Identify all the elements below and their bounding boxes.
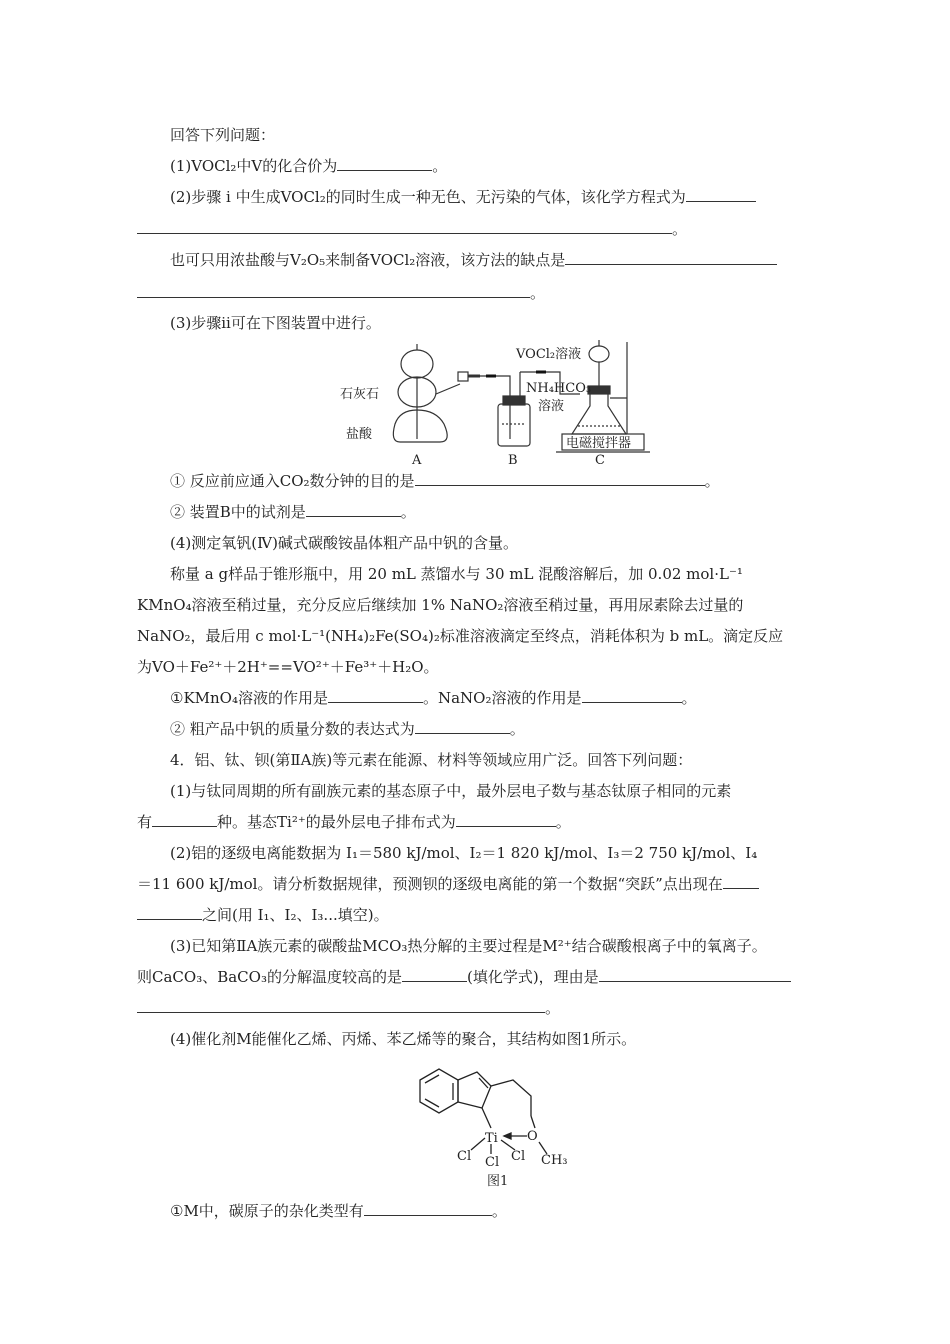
label-stirrer: 电磁搅拌器: [566, 436, 632, 451]
answer-blank[interactable]: [152, 812, 217, 827]
problem-4-2-cont2: 之间(用 I₁、I₂、I₃...填空)。: [137, 904, 817, 926]
question-2: (2)步骤 i 中生成VOCl₂的同时生成一种无色、无污染的气体，该化学方程式为: [170, 186, 850, 208]
atom-o: O: [527, 1129, 538, 1144]
label-c: C: [595, 453, 605, 468]
problem-4-2-cont: ＝11 600 kJ/mol。请分析数据规律，预测钡的逐级电离能的第一个数据“突跃”点出现在: [137, 873, 817, 895]
question-4-text-3: NaNO₂，最后用 c mol·L⁻¹(NH₄)₂Fe(SO₄)₂标准溶液滴定至终点，消耗体积为 b mL。滴定反应: [137, 627, 784, 645]
atom-ti: Ti: [485, 1131, 498, 1146]
answer-blank[interactable]: [337, 156, 432, 171]
answer-blank[interactable]: [364, 1201, 492, 1216]
label-nh4hco3: NH₄HCO₃: [526, 381, 592, 396]
answer-blank[interactable]: [723, 874, 759, 889]
problem-4-3-cont: 则CaCO₃、BaCO₃的分解温度较高的是 (填化学式)，理由是: [137, 966, 817, 988]
wash-bottle-b: [498, 404, 530, 446]
answer-blank[interactable]: [137, 283, 530, 298]
problem-4-4: (4)催化剂M能催化乙烯、丙烯、苯乙烯等的聚合，其结构如图1所示。: [170, 1030, 637, 1048]
problem-4: 4．铝、钛、钡(第ⅡA族)等元素在能源、材料等领域应用广泛。回答下列问题：: [170, 751, 693, 769]
stopcock: [458, 372, 468, 381]
question-3-2: ② 装置B中的试剂是 。: [170, 503, 416, 521]
question-4-text-2: KMnO₄溶液至稍过量，充分反应后继续加 1% NaNO₂溶液至稍过量，再用尿素除去过量的: [137, 596, 744, 614]
question-3: (3)步骤ii可在下图装置中进行。: [170, 314, 381, 332]
answer-blank[interactable]: [599, 967, 791, 982]
intro-line: 回答下列问题：: [170, 126, 276, 144]
question-4-text-4: 为VO＋Fe²⁺＋2H⁺==VO²⁺＋Fe³⁺＋H₂O。: [137, 658, 439, 676]
answer-blank[interactable]: [328, 688, 423, 703]
problem-4-3-cont2: 。: [137, 997, 817, 1019]
atom-cl-left: Cl: [457, 1149, 472, 1164]
structure-figure-1: [405, 1058, 585, 1188]
label-a: A: [412, 453, 422, 468]
label-vocl2: VOCl₂溶液: [516, 347, 582, 362]
question-2-cont: 。: [137, 218, 817, 240]
question-4-text-1: 称量 a g样品于锥形瓶中，用 20 mL 蒸馏水与 30 mL 混酸溶解后，加 0.02 mol·L⁻¹: [170, 565, 743, 583]
question-2-alt-cont: 。: [137, 282, 817, 304]
problem-4-2: (2)铝的逐级电离能数据为 I₁＝580 kJ/mol、I₂＝1 820 kJ/mol、I₃＝2 750 kJ/mol、I₄: [170, 844, 758, 862]
figure-caption: 图1: [487, 1174, 509, 1188]
question-4-1: ①KMnO₄溶液的作用是 。NaNO₂溶液的作用是 。: [170, 689, 697, 707]
label-limestone: 石灰石: [340, 387, 380, 402]
answer-blank[interactable]: [686, 187, 756, 202]
answer-blank[interactable]: [137, 219, 672, 234]
answer-blank[interactable]: [456, 812, 556, 827]
atom-cl-bottom: Cl: [485, 1155, 500, 1170]
cyclopentene-ring: [458, 1072, 491, 1108]
answer-blank[interactable]: [582, 688, 682, 703]
answer-blank[interactable]: [402, 967, 467, 982]
answer-blank[interactable]: [306, 502, 401, 517]
problem-4-4-1: ①M中，碳原子的杂化类型有 。: [170, 1202, 507, 1220]
question-4-2: ② 粗产品中钒的质量分数的表达式为 。: [170, 720, 525, 738]
kipp-base: [393, 410, 447, 442]
problem-4-3: (3)已知第ⅡA族元素的碳酸盐MCO₃热分解的主要过程是M²⁺结合碳酸根离子中的氧离子。: [170, 937, 767, 955]
kipp-top-bulb: [401, 350, 433, 378]
label-b: B: [508, 453, 518, 468]
problem-4-1: (1)与钛同周期的所有副族元素的基态原子中，最外层电子数与基态钛原子相同的元素: [170, 782, 732, 800]
answer-blank[interactable]: [137, 998, 545, 1013]
problem-4-1-cont: 有 种。基态Ti²⁺的最外层电子排布式为 。: [137, 813, 571, 831]
answer-blank[interactable]: [415, 719, 510, 734]
question-4: (4)测定氧钒(Ⅳ)碱式碳酸铵晶体粗产品中钒的含量。: [170, 534, 518, 552]
answer-blank[interactable]: [565, 250, 777, 265]
answer-blank[interactable]: [415, 471, 705, 486]
question-1: (1)VOCl₂中V的化合价为 。: [170, 157, 448, 175]
group-ch3: CH₃: [541, 1153, 568, 1168]
ethyl-chain: [491, 1080, 531, 1116]
conical-flask-c: [572, 394, 626, 434]
question-3-1: ① 反应前应通入CO₂数分钟的目的是 。: [170, 472, 720, 490]
atom-cl-right: Cl: [511, 1149, 526, 1164]
label-hcl: 盐酸: [346, 427, 373, 442]
apparatus-figure: [340, 334, 660, 468]
question-2-alt: 也可只用浓盐酸与V₂O₅来制备VOCl₂溶液，该方法的缺点是: [170, 249, 850, 271]
label-solution: 溶液: [538, 399, 565, 414]
answer-blank[interactable]: [137, 905, 202, 920]
dropping-funnel: [589, 346, 609, 362]
